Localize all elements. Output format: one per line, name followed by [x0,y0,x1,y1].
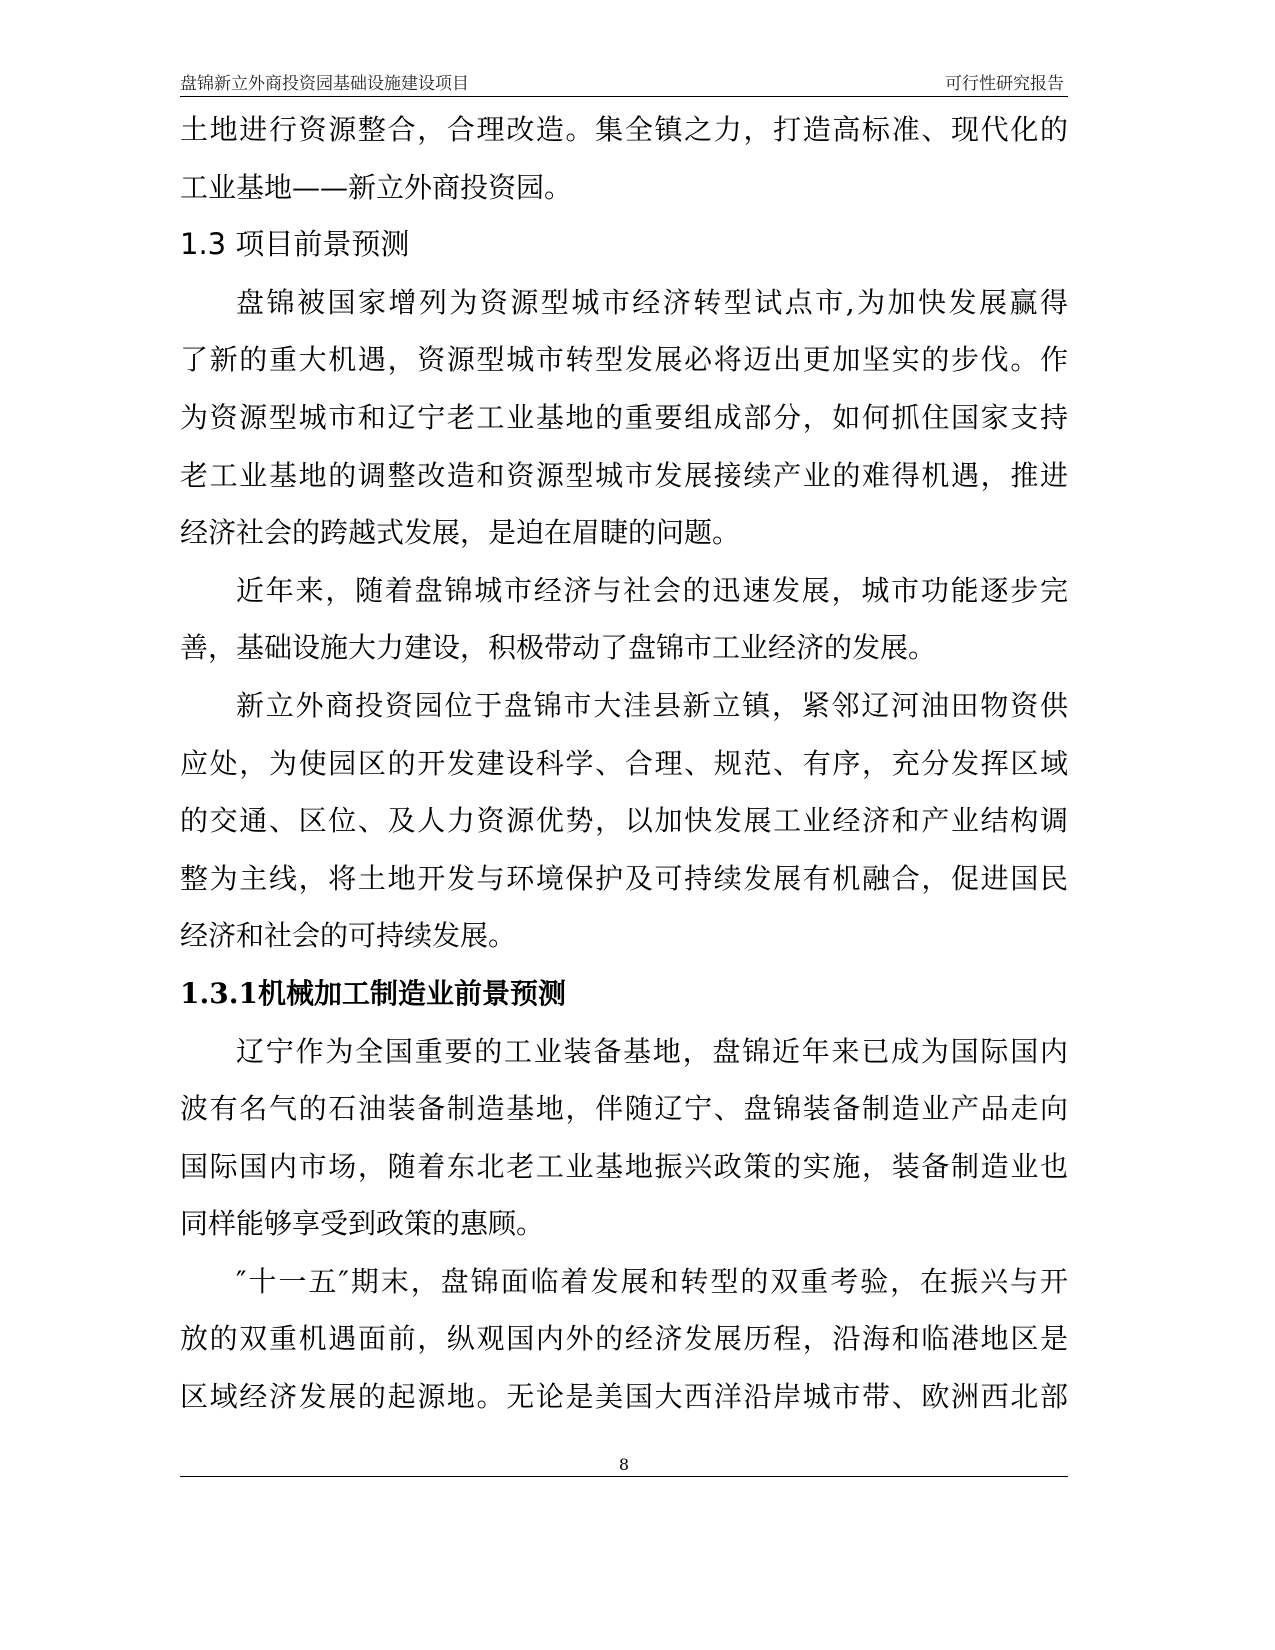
paragraph [180,274,1068,562]
paragraph-line: 国际国内市场，随着东北老工业基地振兴政策的实施，装备制造业也 [180,1149,1068,1183]
paragraph-line: 近年来，随着盘锦城市经济与社会的迅速发展，城市功能逐步完 [236,573,1068,607]
paragraph-line: 应处，为使园区的开发建设科学、合理、规范、有序，充分发挥区域 [180,746,1068,780]
paragraph-line: 为资源型城市和辽宁老工业基地的重要组成部分，如何抓住国家支持 [180,400,1068,434]
paragraph-line: 同样能够享受到政策的惠顾。 [180,1207,545,1241]
paragraph-line: 的交通、区位、及人力资源优势，以加快发展工业经济和产业结构调 [180,804,1068,838]
footer-rule [180,1476,1068,1477]
paragraph-line: 波有名气的石油装备制造基地，伴随辽宁、盘锦装备制造业产品走向 [180,1092,1068,1126]
paragraph [180,1253,1068,1426]
paragraph-line: 了新的重大机遇，资源型城市转型发展必将迈出更加坚实的步伐。作 [180,343,1068,377]
paragraph [180,1023,1068,1253]
running-header-report-type: 可行性研究报告 [945,74,1064,94]
paragraph-line: 区域经济发展的起源地。无论是美国大西洋沿岸城市带、欧洲西北部 [180,1380,1068,1414]
paragraph-line: 新立外商投资园位于盘锦市大洼县新立镇，紧邻辽河油田物资供 [236,688,1068,722]
paragraph-line: 善，基础设施大力建设，积极带动了盘锦市工业经济的发展。 [180,631,937,665]
paragraph-line: 工业基地——新立外商投资园。 [180,170,573,204]
paragraph-line: 经济社会的跨越式发展，是迫在眉睫的问题。 [180,516,741,550]
paragraph [180,677,1068,965]
paragraph-line: ″十一五″期末，盘锦面临着发展和转型的双重考验，在振兴与开 [236,1264,1068,1298]
section-heading-1-3-1: 1.3.1机械加工制造业前景预测 [180,976,566,1010]
running-header-project-title: 盘锦新立外商投资园基础设施建设项目 [180,74,469,94]
paragraph-line: 整为主线，将土地开发与环境保护及可持续发展有机融合，促进国民 [180,861,1068,895]
running-header [180,73,1068,95]
section-heading-1-3: 1.3 项目前景预测 [180,227,410,262]
paragraph [180,562,1068,677]
page-body [180,101,1068,1426]
paragraph-line: 经济和社会的可持续发展。 [180,919,517,953]
paragraph-line: 放的双重机遇面前，纵观国内外的经济发展历程，沿海和临港地区是 [180,1322,1068,1356]
header-rule [180,96,1068,97]
paragraph-line: 辽宁作为全国重要的工业装备基地，盘锦近年来已成为国际国内 [236,1034,1068,1068]
page-footer [180,1455,1068,1475]
paragraph-line: 老工业基地的调整改造和资源型城市发展接续产业的难得机遇，推进 [180,458,1068,492]
paragraph-line: 盘锦被国家增列为资源型城市经济转型试点市,为加快发展赢得 [236,285,1068,319]
paragraph-line: 土地进行资源整合，合理改造。集全镇之力，打造高标准、现代化的 [180,113,1068,146]
continued-paragraph [180,101,1068,216]
page-number: 8 [618,1455,630,1474]
